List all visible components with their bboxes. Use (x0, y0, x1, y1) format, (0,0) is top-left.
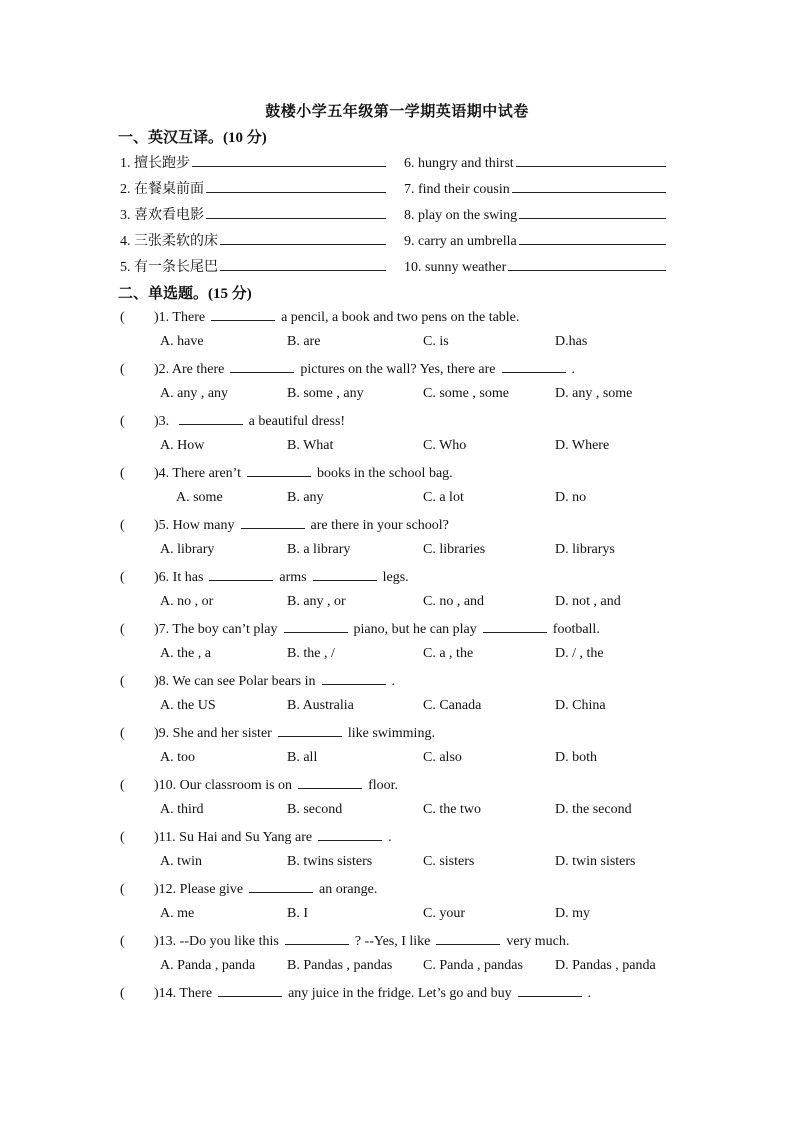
question (120, 672, 395, 690)
option[interactable]: A. How (160, 438, 205, 453)
section2-heading: 二、单选题。(15 分) (118, 286, 252, 302)
item-text: hungry and thirst (418, 156, 514, 171)
option[interactable]: B. the , / (287, 646, 335, 661)
answer-bracket[interactable]: ( (120, 466, 125, 481)
option[interactable]: B. some , any (287, 386, 364, 401)
question-text: --Do you like this (179, 934, 279, 949)
fill-blank[interactable] (209, 568, 273, 581)
question (120, 568, 409, 586)
option[interactable]: A. third (160, 802, 204, 817)
option[interactable]: D. Pandas , panda (555, 958, 656, 973)
option[interactable]: C. a , the (423, 646, 474, 661)
option[interactable]: A. Panda , panda (160, 958, 256, 973)
option[interactable]: B. twins sisters (287, 854, 373, 869)
option[interactable]: B. all (287, 750, 318, 765)
option[interactable]: A. library (160, 542, 215, 557)
option[interactable]: B. Australia (287, 698, 354, 713)
fill-blank[interactable] (285, 932, 349, 945)
item-number: 3. (120, 208, 134, 223)
option[interactable]: A. some (176, 490, 223, 505)
fill-blank[interactable] (247, 464, 311, 477)
question-text: ? --Yes, I like (354, 934, 431, 949)
option[interactable]: A. twin (160, 854, 202, 869)
item-number: 10. (404, 260, 425, 275)
question-text: Our classroom is on (179, 778, 293, 793)
translation-item (120, 204, 386, 224)
answer-bracket[interactable]: ( (120, 674, 125, 689)
option[interactable]: C. also (423, 750, 462, 765)
fill-blank[interactable] (284, 620, 348, 633)
answer-bracket[interactable]: ( (120, 414, 125, 429)
translation-item (120, 230, 386, 250)
answer-bracket[interactable]: ( (120, 518, 125, 533)
option[interactable]: C. a lot (423, 490, 464, 505)
translation-item (404, 152, 666, 172)
answer-bracket[interactable]: ( (120, 882, 125, 897)
option[interactable]: C. Who (423, 438, 467, 453)
option[interactable]: B. any (287, 490, 324, 505)
option[interactable]: B. Pandas , pandas (287, 958, 393, 973)
question-text: floor. (368, 778, 399, 793)
question-text: like swimming. (347, 726, 435, 741)
question (120, 360, 575, 378)
item-number: 9. (404, 234, 418, 249)
fill-blank[interactable] (502, 360, 566, 373)
answer-bracket[interactable]: ( (120, 310, 125, 325)
option[interactable]: D. both (555, 750, 597, 765)
fill-blank[interactable] (179, 412, 243, 425)
option[interactable]: A. the , a (160, 646, 211, 661)
question (120, 880, 377, 898)
option[interactable]: C. your (423, 906, 465, 921)
option[interactable]: C. some , some (423, 386, 509, 401)
answer-line[interactable] (512, 178, 666, 193)
fill-blank[interactable] (322, 672, 386, 685)
item-text: 喜欢看电影 (134, 208, 204, 223)
answer-line[interactable] (508, 256, 666, 271)
option[interactable]: B. I (287, 906, 308, 921)
option[interactable]: D.has (555, 334, 588, 349)
question-number: )4. (154, 466, 173, 481)
question-text: any juice in the fridge. Let’s go and buy (288, 986, 512, 1001)
item-number: 2. (120, 182, 134, 197)
answer-bracket[interactable]: ( (120, 362, 125, 377)
fill-blank[interactable] (318, 828, 382, 841)
fill-blank[interactable] (518, 984, 582, 997)
option[interactable]: B. What (287, 438, 334, 453)
fill-blank[interactable] (278, 724, 342, 737)
question-text: very much. (506, 934, 570, 949)
fill-blank[interactable] (483, 620, 547, 633)
question (120, 984, 591, 1002)
option[interactable]: C. Panda , pandas (423, 958, 523, 973)
item-text: find their cousin (418, 182, 510, 197)
option[interactable]: A. any , any (160, 386, 229, 401)
option[interactable]: D. any , some (555, 386, 633, 401)
question-text: pictures on the wall? Yes, there are (300, 362, 496, 377)
item-number: 7. (404, 182, 418, 197)
option[interactable]: D. my (555, 906, 590, 921)
fill-blank[interactable] (313, 568, 377, 581)
question-text: a beautiful dress! (248, 414, 346, 429)
option[interactable]: C. the two (423, 802, 481, 817)
question-text: Su Hai and Su Yang are (179, 830, 313, 845)
fill-blank[interactable] (298, 776, 362, 789)
translation-item (404, 178, 666, 198)
option[interactable]: D. the second (555, 802, 632, 817)
option[interactable]: D. twin sisters (555, 854, 636, 869)
answer-bracket[interactable]: ( (120, 570, 125, 585)
translation-item (120, 178, 386, 198)
option[interactable]: C. no , and (423, 594, 485, 609)
option[interactable]: C. Canada (423, 698, 482, 713)
option[interactable]: B. a library (287, 542, 351, 557)
answer-line[interactable] (206, 178, 386, 193)
option[interactable]: A. have (160, 334, 204, 349)
translation-item (120, 256, 386, 276)
option[interactable]: A. no , or (160, 594, 214, 609)
option[interactable]: C. libraries (423, 542, 486, 557)
answer-bracket[interactable]: ( (120, 934, 125, 949)
question-number: )3. (154, 414, 173, 429)
question-number: )9. (154, 726, 173, 741)
question-number: )7. (154, 622, 173, 637)
item-text: 有一条长尾巴 (134, 260, 218, 275)
item-text: play on the swing (418, 208, 518, 223)
item-number: 4. (120, 234, 134, 249)
question-text: Are there (171, 362, 225, 377)
answer-bracket[interactable]: ( (120, 986, 125, 1001)
option[interactable]: B. second (287, 802, 343, 817)
question-text: legs. (382, 570, 409, 585)
fill-blank[interactable] (249, 880, 313, 893)
question-number: )11. (154, 830, 180, 845)
question-text: piano, but he can play (353, 622, 477, 637)
question-number: )5. (154, 518, 173, 533)
option[interactable]: D. China (555, 698, 606, 713)
answer-line[interactable] (220, 230, 386, 245)
answer-line[interactable] (220, 256, 386, 271)
question (120, 932, 569, 950)
question-text: a pencil, a book and two pens on the table. (281, 310, 520, 325)
answer-line[interactable] (516, 152, 666, 167)
question-number: )10. (154, 778, 180, 793)
question (120, 516, 449, 534)
item-text: sunny weather (425, 260, 507, 275)
item-number: 8. (404, 208, 418, 223)
option[interactable]: D. not , and (555, 594, 621, 609)
option[interactable]: C. is (423, 334, 449, 349)
translation-item (404, 204, 666, 224)
question-text: There (172, 310, 206, 325)
question-text: There (179, 986, 213, 1001)
translation-item (404, 230, 666, 250)
question-number: )6. (154, 570, 173, 585)
answer-bracket[interactable]: ( (120, 778, 125, 793)
fill-blank[interactable] (211, 308, 275, 321)
answer-bracket[interactable]: ( (120, 622, 125, 637)
option[interactable]: D. / , the (555, 646, 604, 661)
question-text: are there in your school? (310, 518, 449, 533)
question-text: How many (172, 518, 235, 533)
question-text: Please give (179, 882, 244, 897)
question-text: She and her sister (172, 726, 272, 741)
answer-line[interactable] (519, 204, 666, 219)
question-text: arms (279, 570, 307, 585)
question-text: It has (172, 570, 204, 585)
option[interactable]: A. too (160, 750, 195, 765)
answer-line[interactable] (192, 152, 386, 167)
question-text: football. (552, 622, 600, 637)
translation-item (120, 152, 386, 172)
answer-bracket[interactable]: ( (120, 830, 125, 845)
item-text: 三张柔软的床 (134, 234, 218, 249)
question-text: We can see Polar bears in (172, 674, 316, 689)
item-number: 1. (120, 156, 134, 171)
question (120, 412, 345, 430)
question-text: . (391, 674, 396, 689)
question (120, 828, 392, 846)
translation-item (404, 256, 666, 276)
item-number: 5. (120, 260, 134, 275)
option[interactable]: D. librarys (555, 542, 615, 557)
question (120, 308, 519, 326)
question-number: )2. (154, 362, 172, 377)
question-text: . (388, 830, 392, 845)
section1-heading: 一、英汉互译。(10 分) (118, 130, 267, 146)
fill-blank[interactable] (241, 516, 305, 529)
question-number: )1. (154, 310, 173, 325)
question-text: There aren’t (172, 466, 241, 481)
question-text: books in the school bag. (316, 466, 453, 481)
question-number: )12. (154, 882, 180, 897)
answer-line[interactable] (519, 230, 666, 245)
question-text: . (571, 362, 576, 377)
item-number: 6. (404, 156, 418, 171)
option[interactable]: B. any , or (287, 594, 346, 609)
item-text: 在餐桌前面 (134, 182, 204, 197)
answer-bracket[interactable]: ( (120, 726, 125, 741)
question-number: )8. (154, 674, 173, 689)
exam-title: 鼓楼小学五年级第一学期英语期中试卷 (265, 104, 529, 120)
question (120, 724, 435, 742)
option[interactable]: A. the US (160, 698, 216, 713)
question-text: The boy can’t play (172, 622, 278, 637)
option[interactable]: B. are (287, 334, 321, 349)
fill-blank[interactable] (436, 932, 500, 945)
fill-blank[interactable] (230, 360, 294, 373)
question (120, 620, 600, 638)
question-text: . (587, 986, 592, 1001)
option[interactable]: D. no (555, 490, 587, 505)
answer-line[interactable] (206, 204, 386, 219)
option[interactable]: A. me (160, 906, 195, 921)
question-number: )14. (154, 986, 180, 1001)
item-text: carry an umbrella (418, 234, 517, 249)
item-text: 擅长跑步 (134, 156, 190, 171)
option[interactable]: D. Where (555, 438, 610, 453)
question (120, 464, 453, 482)
option[interactable]: C. sisters (423, 854, 475, 869)
question (120, 776, 398, 794)
question-text: an orange. (319, 882, 378, 897)
question-number: )13. (154, 934, 180, 949)
fill-blank[interactable] (218, 984, 282, 997)
